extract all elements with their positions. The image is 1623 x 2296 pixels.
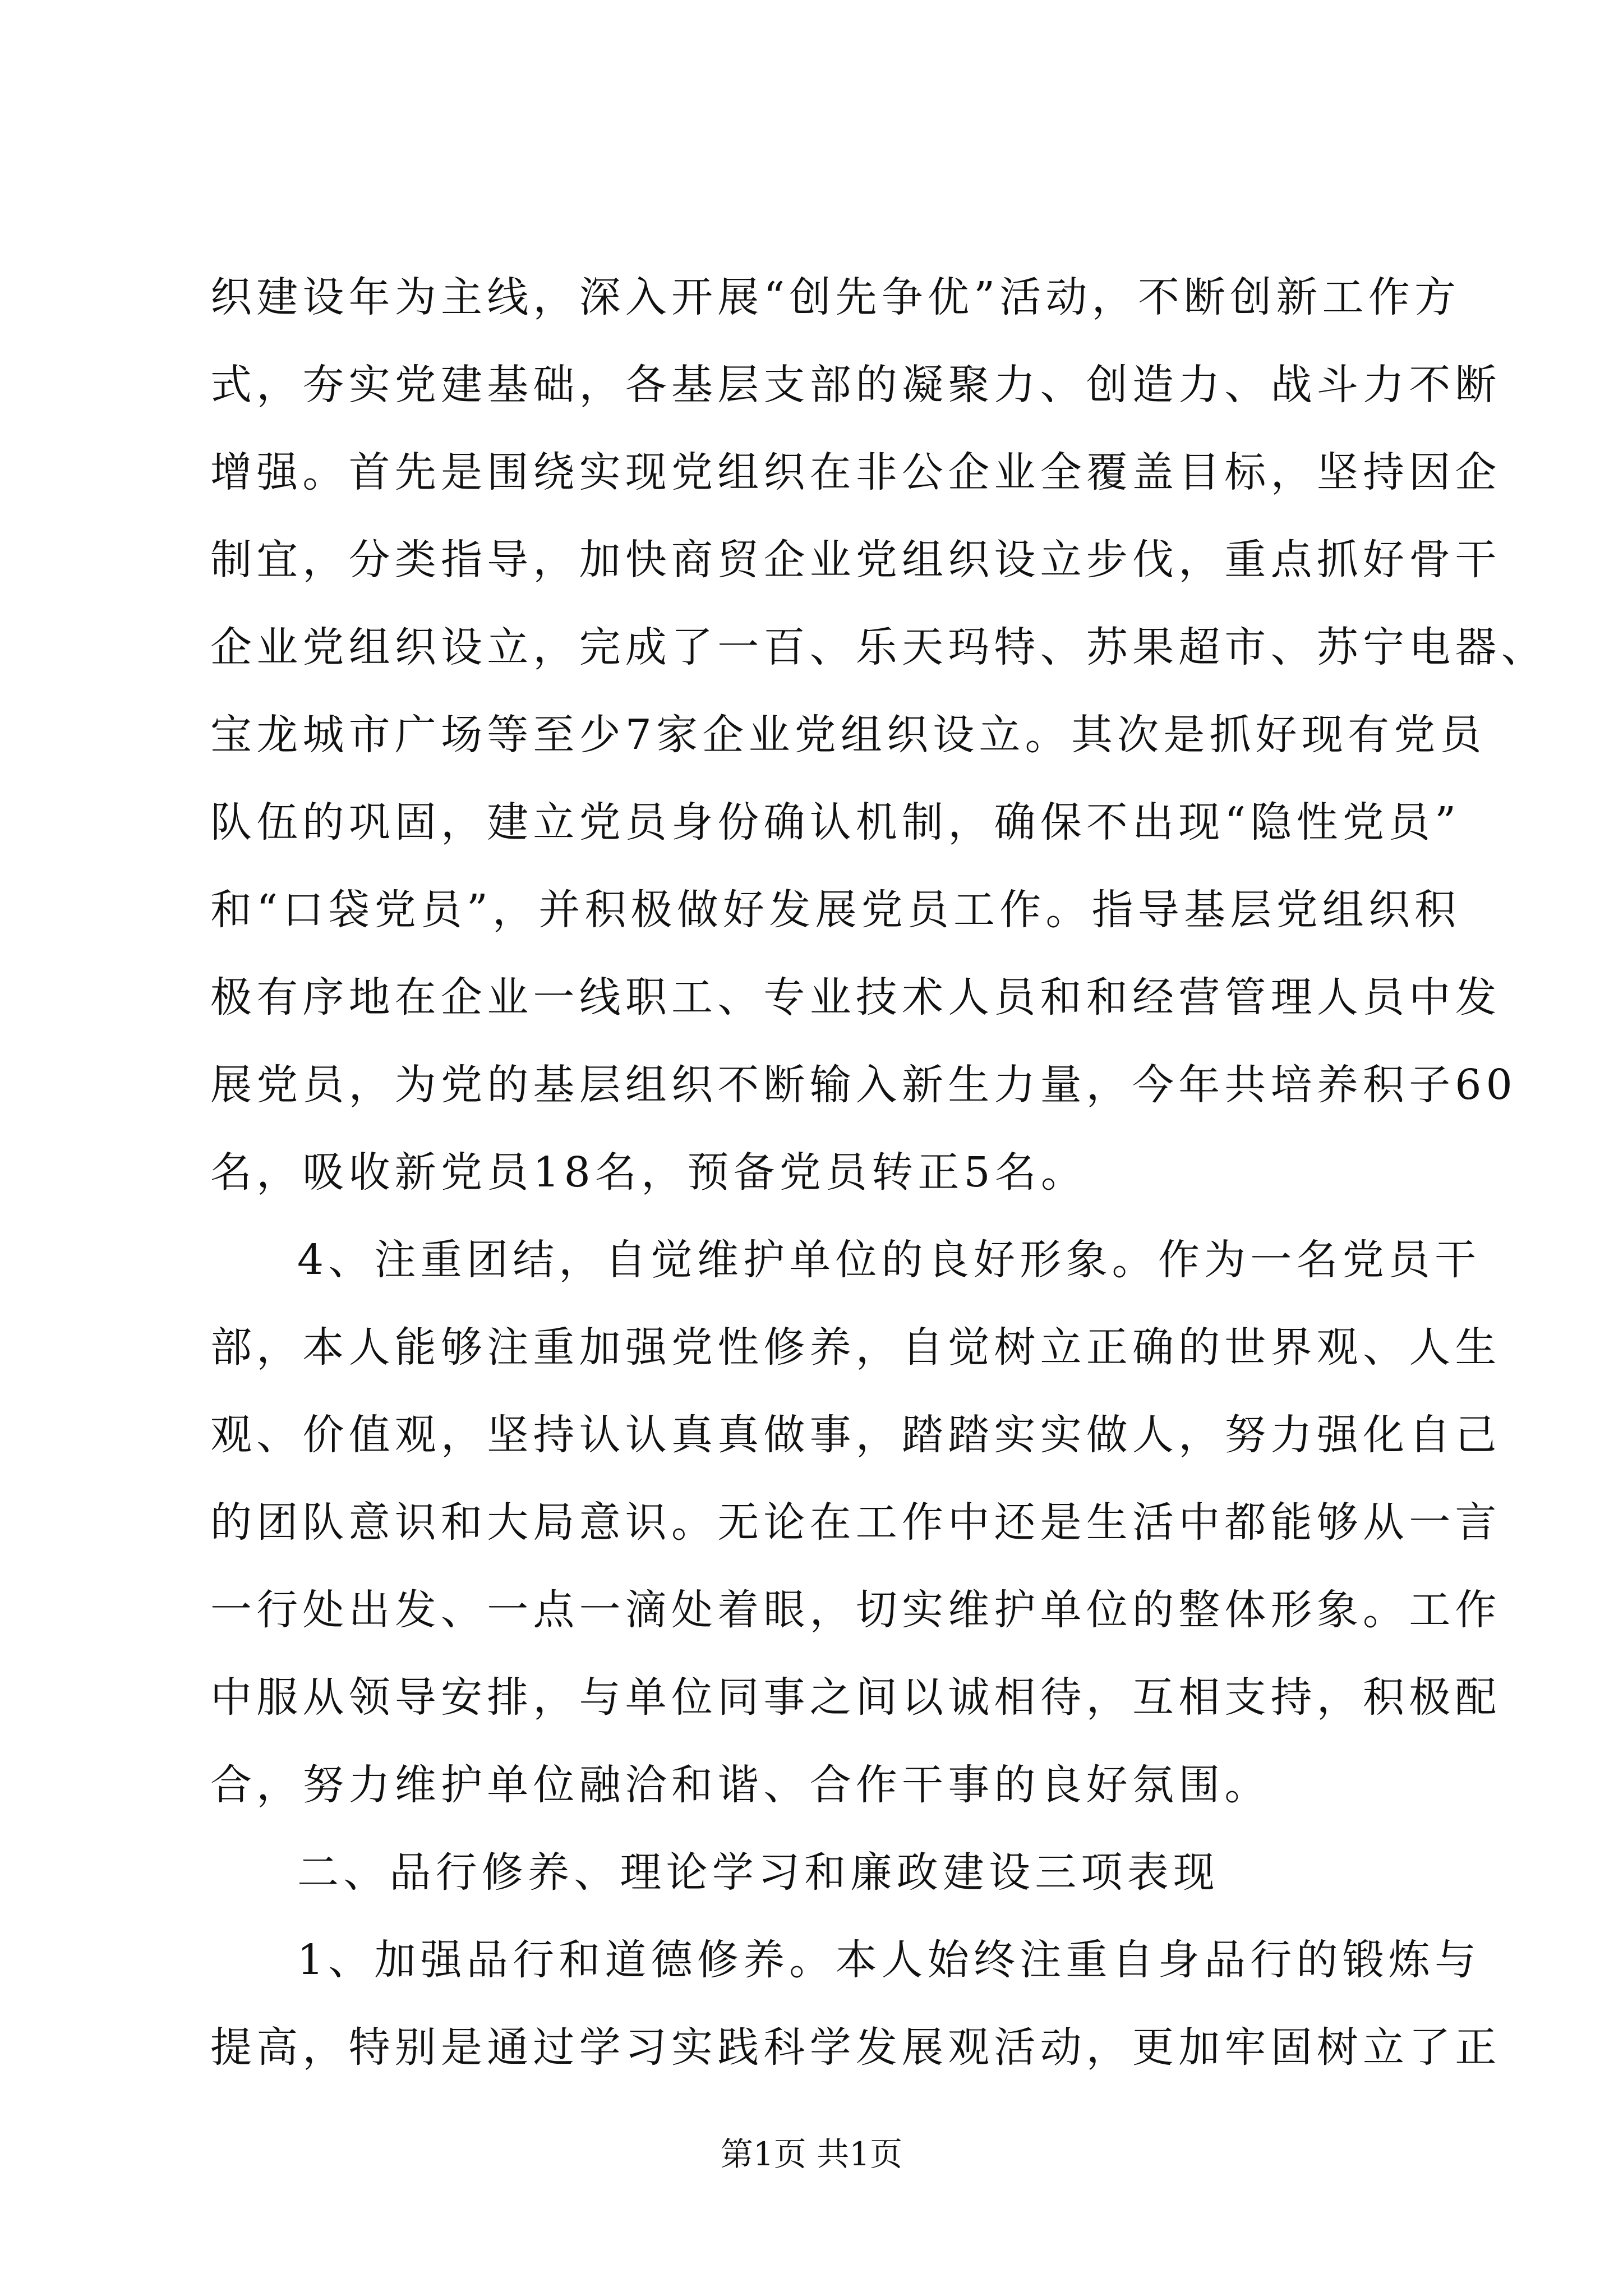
body-line-7: 队伍的巩固，建立党员身份确认机制，确保不出现“隐性党员” — [210, 798, 1461, 846]
body-line-5: 企业党组织设立，完成了一百、乐天玛特、苏果超市、苏宁电器、 — [210, 623, 1547, 671]
page-footer: 第1页 共1页 — [720, 2135, 903, 2173]
body-line-15: 的团队意识和大局意识。无论在工作中还是生活中都能够从一言 — [210, 1498, 1501, 1547]
body-line-3: 增强。首先是围绕实现党组织在非公企业全覆盖目标，坚持因企 — [210, 448, 1501, 496]
paragraph-4-start: 4、注重团结，自觉维护单位的良好形象。作为一名党员干 — [297, 1236, 1481, 1284]
section-heading-2: 二、品行修养、理论学习和廉政建设三项表现 — [297, 1848, 1219, 1897]
body-line-2: 式，夯实党建基础，各基层支部的凝聚力、创造力、战斗力不断 — [210, 361, 1501, 409]
body-line-17: 中服从领导安排，与单位同事之间以诚相待，互相支持，积极配 — [210, 1673, 1501, 1722]
body-line-13: 部，本人能够注重加强党性修养，自觉树立正确的世界观、人生 — [210, 1323, 1501, 1372]
body-line-8: 和“口袋党员”，并积极做好发展党员工作。指导基层党组织积 — [210, 886, 1461, 934]
body-line-18: 合，努力维护单位融洽和谐、合作干事的良好氛围。 — [210, 1761, 1271, 1809]
body-line-14: 观、价值观，坚持认认真真做事，踏踏实实做人，努力强化自己 — [210, 1411, 1501, 1459]
paragraph-1-start: 1、加强品行和道德修养。本人始终注重自身品行的锻炼与 — [297, 1936, 1481, 1984]
body-line-10: 展党员，为党的基层组织不断输入新生力量，今年共培养积子60 — [210, 1061, 1517, 1109]
body-line-4: 制宜，分类指导，加快商贸企业党组织设立步伐，重点抓好骨干 — [210, 536, 1501, 584]
body-line-21: 提高，特别是通过学习实践科学发展观活动，更加牢固树立了正 — [210, 2023, 1501, 2072]
body-line-6: 宝龙城市广场等至少7家企业党组织设立。其次是抓好现有党员 — [210, 711, 1486, 759]
body-line-16: 一行处出发、一点一滴处着眼，切实维护单位的整体形象。工作 — [210, 1586, 1501, 1634]
body-line-11: 名，吸收新党员18名，预备党员转正5名。 — [210, 1148, 1087, 1197]
body-line-1: 织建设年为主线，深入开展“创先争优”活动，不断创新工作方 — [210, 273, 1461, 321]
body-line-9: 极有序地在企业一线职工、专业技术人员和和经营管理人员中发 — [210, 973, 1501, 1022]
